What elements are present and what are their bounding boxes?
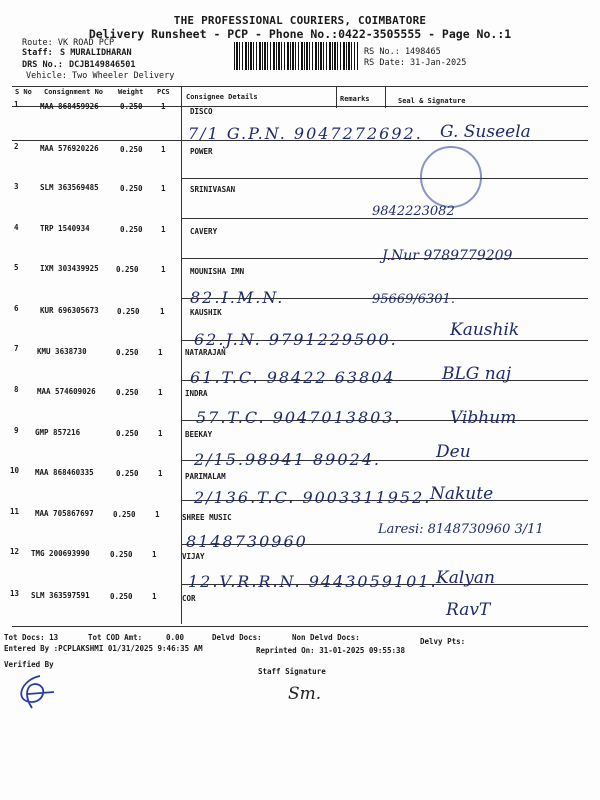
row-consignee: MOUNISHA IMN [190,267,245,276]
handwritten-note: 7/1 G.P.N. 9047272692. [188,124,423,143]
row-pcs: 1 [161,265,166,274]
col-consignment: Consignment No [44,88,104,96]
row-weight: 0.250 [113,510,136,519]
row-weight: 0.250 [116,388,139,397]
table-top-border [12,86,588,87]
row-sno: 10 [10,466,20,475]
row-consignee: VIJAY [182,552,205,561]
row-consignee: POWER [190,147,213,156]
verified-by-label: Verified By [4,660,54,669]
row-weight: 0.250 [116,265,139,274]
row-pcs: 1 [158,388,163,397]
vehicle-text: Vehicle: Two Wheeler Delivery [26,71,175,81]
row-consignee: CAVERY [190,227,218,236]
row-weight: 0.250 [110,592,133,601]
row-weight: 0.250 [120,225,143,234]
staff-label: Staff: [22,48,53,58]
handwritten-signature: J.Nur 9789779209 [382,248,513,264]
col-pcs: PCS [157,88,170,96]
verifier-signature-mark [10,672,58,712]
handwritten-signature: RavT [446,600,491,620]
row-sno: 2 [14,142,19,151]
handwritten-signature: 9842223082 [372,204,455,219]
col-seal-signature: Seal & Signature [398,97,466,105]
row-consignment: MAA 868459926 [40,102,99,111]
handwritten-note: 82.I.M.N. [190,288,285,307]
table-bottom-border [12,626,588,627]
row-consignee: SRINIVASAN [190,185,236,194]
row-pcs: 1 [160,307,165,316]
row-sno: 11 [10,507,20,516]
handwritten-signature: 95669/6301. [372,292,455,307]
row-pcs: 1 [152,592,157,601]
row-pcs: 1 [161,102,166,111]
row-consignee: COR [182,594,196,603]
row-consignee: NATARAJAN [185,348,226,357]
staff-signature-mark: Sm. [288,684,322,704]
row-pcs: 1 [158,348,163,357]
handwritten-signature: Kaushik [450,320,520,340]
row-consignment: IXM 303439925 [40,264,99,273]
row-sno: 8 [14,385,19,394]
row-consignment: SLM 363597591 [31,591,90,600]
col-sno: S No [15,88,32,96]
row-pcs: 1 [158,469,163,478]
row-weight: 0.250 [120,184,143,193]
row-pcs: 1 [152,550,157,559]
company-name: THE PROFESSIONAL COURIERS, COIMBATORE [173,14,427,27]
row-weight: 0.250 [110,550,133,559]
row-sno: 4 [14,223,19,232]
handwritten-note: 8148730960 [186,532,308,551]
handwritten-note: 2/15.98941 89024. [194,450,381,469]
reprinted-on: Reprinted On: 31-01-2025 09:55:38 [256,646,406,655]
row-consignee: PARIMALAM [185,472,226,481]
row-pcs: 1 [161,184,166,193]
row-consignment: SLM 363569485 [40,183,99,192]
row-consignment: GMP 857216 [35,428,81,437]
row-consignment: KMU 3638730 [37,347,87,356]
handwritten-note: 61.T.C. 98422 63804 [190,368,396,387]
row-consignee: KAUSHIK [190,308,222,317]
barcode-image [234,42,358,70]
row-weight: 0.250 [116,348,139,357]
row-sno: 7 [14,344,19,353]
row-weight: 0.250 [117,307,140,316]
handwritten-signature: Nakute [430,484,494,504]
handwritten-note: 2/136.T.C. 9003311952. [194,488,432,507]
row-consignment: MAA 576920226 [40,144,99,153]
drs-label: DRS No.: [22,60,63,70]
row-sno: 6 [14,304,19,313]
entered-by: Entered By :PCPLAKSHMI 01/31/2025 9:46:35 AM [4,644,203,653]
row-weight: 0.250 [120,145,143,154]
row-consignee: SHREE MUSIC [182,513,232,522]
staff-value: S MURALIDHARAN [60,48,132,58]
row-consignee: BEEKAY [185,430,213,439]
row-weight: 0.250 [116,469,139,478]
grid-line-vertical [336,86,337,108]
handwritten-signature: Kalyan [436,568,495,588]
total-cod-value: 0.00 [166,633,185,642]
row-consignment: TMG 200693990 [31,549,90,558]
row-weight: 0.250 [120,102,143,111]
row-pcs: 1 [161,145,166,154]
row-pcs: 1 [161,225,166,234]
total-cod-label: Tot COD Amt: [88,633,143,642]
handwritten-note: 12.V.R.R.N. 9443059101. [188,572,438,591]
staff-signature-label: Staff Signature [258,667,326,676]
row-sno: 13 [10,589,20,598]
runsheet-title: Delivery Runsheet - PCP - Phone No.:0422-3505555 - Page No.:1 [88,27,512,41]
row-weight: 0.250 [116,429,139,438]
route-text: Route: VK ROAD PCP [22,38,115,48]
row-sno: 12 [10,547,20,556]
row-consignment: KUR 696305673 [40,306,99,315]
rs-date: RS Date: 31-Jan-2025 [364,58,467,68]
grid-line-vertical [385,86,386,108]
row-consignment: MAA 574609026 [37,387,96,396]
rs-number: RS No.: 1498465 [364,47,441,57]
non-delivered-docs: Non Delvd Docs: [292,633,360,642]
handwritten-signature: G. Suseela [440,122,531,142]
row-consignment: MAA 868460335 [35,468,94,477]
drs-value: DCJB149846501 [69,60,136,70]
col-weight: Weight [118,88,144,96]
handwritten-note: 57.T.C. 9047013803. [196,408,402,427]
row-consignment: TRP 1540934 [40,224,90,233]
row-pcs: 1 [155,510,160,519]
row-pcs: 1 [158,429,163,438]
company-stamp [420,146,482,208]
row-sno: 5 [14,263,19,272]
col-remarks: Remarks [340,95,370,103]
delivery-points: Delvy Pts: [420,637,466,646]
handwritten-signature: Laresi: 8148730960 3/11 [378,522,544,537]
row-sno: 3 [14,182,19,191]
row-sno: 1 [14,100,19,109]
total-docs: Tot Docs: 13 [4,633,59,642]
col-consignee: Consignee Details [186,93,258,101]
row-consignee: INDRA [185,389,208,398]
row-sno: 9 [14,426,19,435]
handwritten-signature: BLG naj [442,364,512,384]
handwritten-signature: Deu [436,442,471,462]
handwritten-note: 62.J.N. 9791229500. [194,330,398,349]
handwritten-signature: Vibhum [450,408,517,428]
row-separator [182,178,588,179]
row-consignment: MAA 705867697 [35,509,94,518]
delivered-docs: Delvd Docs: [212,633,262,642]
row-consignee: DISCO [190,107,213,116]
